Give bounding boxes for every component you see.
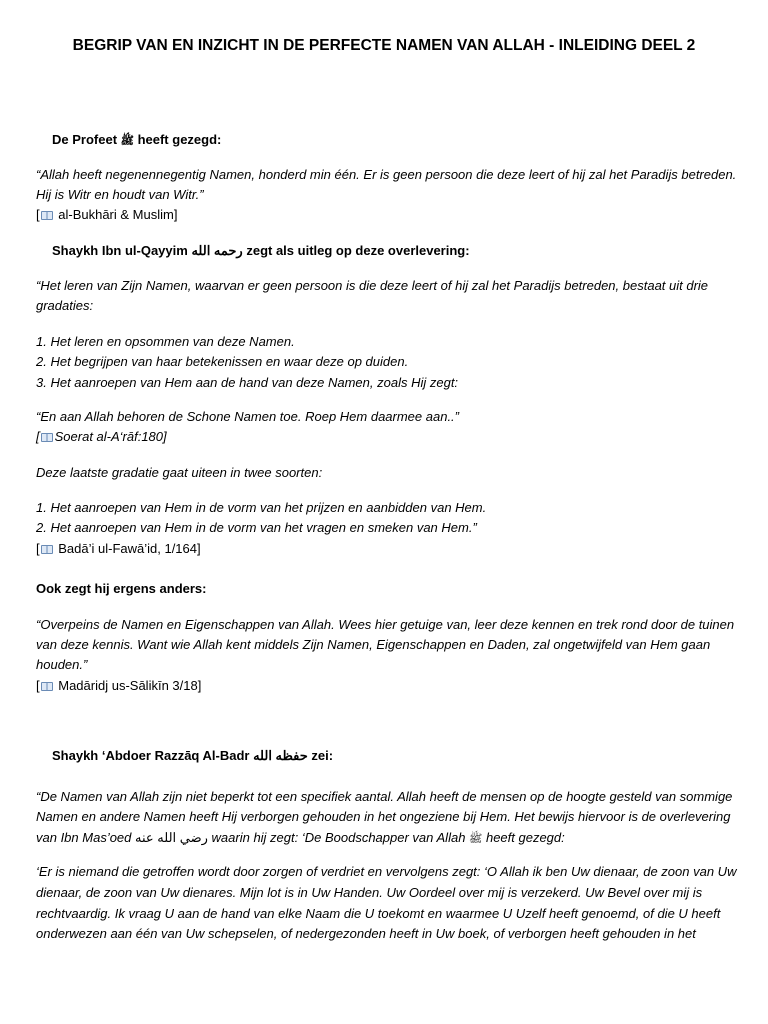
quote-line: “De Namen van Allah zijn niet beperkt tot een specifiek aantal. Allah heeft de mensen op de hoogte gesteld van sommige bbox=[36, 789, 733, 804]
section-heading-ibn-ul-qayyim bbox=[52, 243, 752, 259]
quote-line: “Overpeins de Namen en Eigenschappen van Allah. Wees hier getuige van, leer deze kennen en trek rond door de tuinen bbox=[36, 617, 735, 632]
book-icon bbox=[41, 211, 53, 220]
source-text: Soerat al-A‘rāf:180] bbox=[54, 429, 167, 444]
heading-text: Shaykh ‘Abdoer Razzāq Al-Badr bbox=[52, 748, 250, 763]
hadith-quote-line: “Allah heeft negenennegentig Namen, honderd min één. Er is geen persoon die deze leert of hij zal het Paradijs betreden. bbox=[36, 167, 737, 182]
heading-text: zegt als uitleg op deze overlevering: bbox=[246, 243, 470, 258]
source-text: Badā’i ul-Fawā’id, 1/164] bbox=[58, 541, 201, 556]
salawat-symbol: ﷺ bbox=[469, 833, 483, 845]
source-reference: [ al-Bukhāri & Muslim] bbox=[36, 207, 178, 222]
heading-text: De Profeet bbox=[52, 132, 118, 147]
quote-text: van Ibn Mas’oed bbox=[36, 830, 132, 845]
source-text: Madāridj us-Sālikīn 3/18] bbox=[58, 678, 202, 693]
arabic-honorific: حفظه الله bbox=[253, 748, 308, 763]
quote-text: waarin hij zegt: ‘De Boodschapper van Allah bbox=[211, 830, 466, 845]
book-icon bbox=[41, 545, 53, 554]
source-reference: [ Badā’i ul-Fawā’id, 1/164] bbox=[36, 541, 201, 556]
source-text: al-Bukhāri & Muslim] bbox=[58, 207, 178, 222]
quote-line: houden.” bbox=[36, 657, 88, 672]
heading-text: zei: bbox=[311, 748, 334, 763]
quote-line: van deze kennis. Want wie Allah kent middels Zijn Namen, Eigenschappen en Daden, zal ongetwijfeld van Hem gaan bbox=[36, 637, 711, 652]
section-heading-prophet bbox=[52, 132, 752, 149]
quote-line: ‘Er is niemand die getroffen wordt door zorgen of verdriet en vervolgens zegt: ‘O Allah ik ben Uw dienaar, de zoon van Uw bbox=[36, 864, 737, 879]
quote-line: “Het leren van Zijn Namen, waarvan er geen persoon is die deze leert of hij zal het Paradijs betreden, bestaat uit drie bbox=[36, 278, 709, 293]
verse-quote: “En aan Allah behoren de Schone Namen toe. Roep Hem daarmee aan..” bbox=[36, 409, 460, 424]
heading-text: Shaykh Ibn ul-Qayyim bbox=[52, 243, 188, 258]
list-item: 2. Het aanroepen van Hem in de vorm van het vragen en smeken van Hem.” bbox=[36, 520, 477, 535]
paragraph: Deze laatste gradatie gaat uiteen in twee soorten: bbox=[36, 465, 323, 480]
section-heading-al-badr bbox=[52, 748, 752, 764]
book-icon bbox=[41, 682, 53, 691]
quote-line: rechtvaardig. Ik vraag U aan de hand van elke Naam die U toekomt en waarmee U Uzelf heeft genoemd, of die U heeft bbox=[36, 906, 721, 921]
page-title: BEGRIP VAN EN INZICHT IN DE PERFECTE NAMEN VAN ALLAH - INLEIDING DEEL 2 bbox=[72, 37, 696, 54]
quote-line: onderwezen aan één van Uw schepselen, of nedergezonden heeft in Uw boek, of verborgen heeft gehouden in het bbox=[36, 926, 696, 941]
quote-line: gradaties: bbox=[36, 298, 94, 313]
list-item: 1. Het aanroepen van Hem in de vorm van het prijzen en aanbidden van Hem. bbox=[36, 500, 487, 515]
section-heading-elsewhere: Ook zegt hij ergens anders: bbox=[36, 581, 207, 596]
heading-text: heeft gezegd: bbox=[137, 132, 222, 147]
list-item: 1. Het leren en opsommen van deze Namen. bbox=[36, 334, 295, 349]
source-reference: [ Soerat al-A‘rāf:180] bbox=[36, 429, 167, 444]
hadith-quote-line: Hij is Witr en houdt van Witr.” bbox=[36, 187, 204, 202]
quote-line bbox=[36, 830, 736, 847]
quote-line: Namen en andere Namen heeft Hij verborgen gehouden in het ongeziene bij Hem. Het bewijs hiervoor is de overlevering bbox=[36, 809, 731, 824]
arabic-honorific: رحمه الله bbox=[191, 243, 243, 258]
quote-text: heeft gezegd: bbox=[485, 830, 565, 845]
arabic-honorific: رضي الله عنه bbox=[135, 830, 208, 845]
book-icon bbox=[41, 433, 53, 442]
list-item: 3. Het aanroepen van Hem aan de hand van deze Namen, zoals Hij zegt: bbox=[36, 375, 459, 390]
list-item: 2. Het begrijpen van haar betekenissen en waar deze op duiden. bbox=[36, 354, 409, 369]
quote-line: dienaar, de zoon van Uw dienares. Mijn lot is in Uw Handen. Uw Oordeel over mij is verzekerd. Uw Bevel over mij is bbox=[36, 885, 703, 900]
salawat-symbol: ﷺ bbox=[120, 135, 134, 147]
source-reference: [ Madāridj us-Sālikīn 3/18] bbox=[36, 678, 202, 693]
